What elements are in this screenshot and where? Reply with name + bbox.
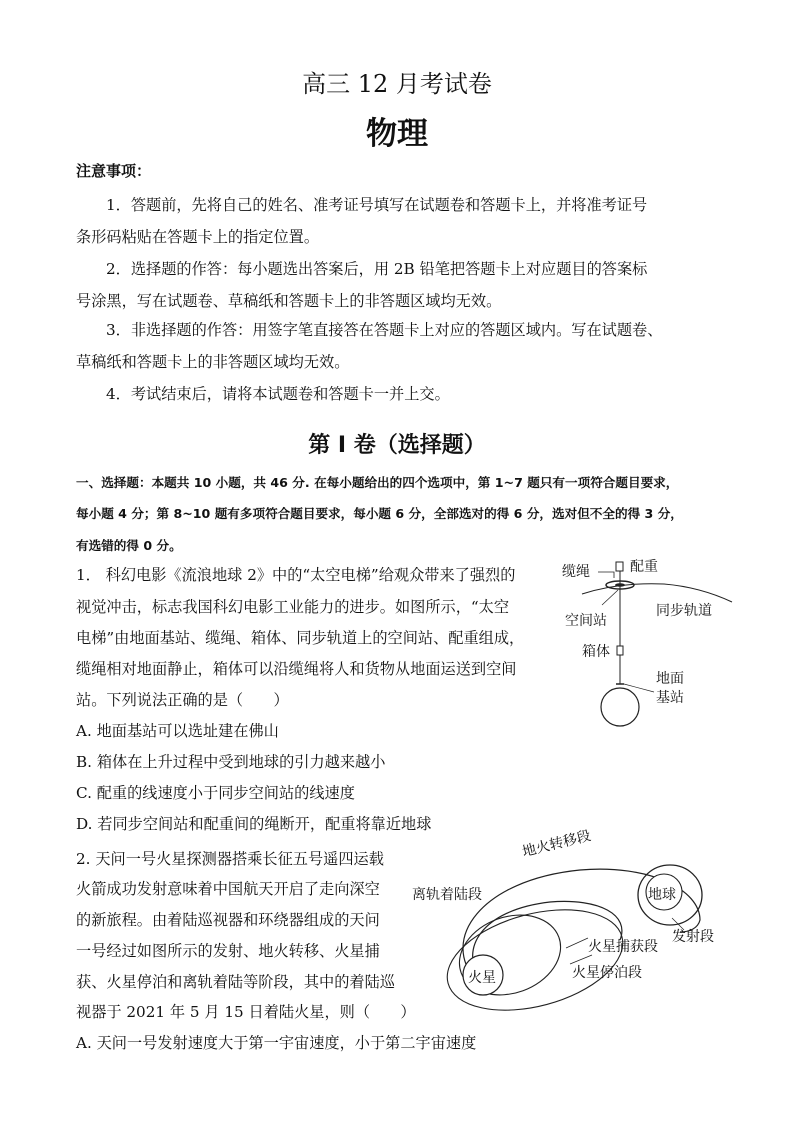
q2-option-a: A. 天问一号发射速度大于第一宇宙速度，小于第二宇宙速度 [76, 1034, 477, 1052]
label-launch: 发射段 [672, 929, 714, 945]
q1-option-d: D. 若同步空间站和配重间的绳断开，配重将靠近地球 [76, 815, 432, 833]
label-base: 地面 [656, 671, 684, 687]
q1-stem-line: 缆绳相对地面静止，箱体可以沿缆绳将人和货物从地面运送到空间 [76, 660, 517, 678]
q2-stem-line: 一号经过如图所示的发射、地火转移、火星捕 [76, 942, 380, 960]
label-box: 箱体 [582, 644, 610, 660]
notice-line: 号涂黑，写在试题卷、草稿纸和答题卡上的非答题区域均无效。 [76, 292, 502, 310]
q1-stem-line: 1． 科幻电影《流浪地球 2》中的“太空电梯”给观众带来了强烈的 [76, 566, 516, 584]
label-deorbit: 离轨着陆段 [412, 887, 482, 903]
q2-stem-line: 的新旅程。由着陆巡视器和环绕器组成的天问 [76, 911, 380, 929]
notice-line: 2．选择题的作答：每小题选出答案后，用 2B 铅笔把答题卡上对应题目的答案标 [106, 260, 648, 278]
q2-stem-line: 获、火星停泊和离轨着陆等阶段，其中的着陆巡 [76, 973, 395, 991]
label-base: 基站 [656, 690, 684, 706]
notice-line: 草稿纸和答题卡上的非答题区域均无效。 [76, 353, 350, 371]
q1-option-a: A. 地面基站可以选址建在佛山 [76, 722, 279, 740]
label-cable: 缆绳 [562, 564, 590, 580]
label-orbit: 同步轨道 [656, 603, 712, 619]
q2-stem-line: 火箭成功发射意味着中国航天开启了走向深空 [76, 880, 380, 898]
notice-line: 1．答题前，先将自己的姓名、准考证号填写在试题卷和答题卡上，并将准考证号 [106, 196, 648, 214]
label-mars: 火星 [468, 970, 496, 986]
label-earth: 地球 [648, 887, 676, 903]
subject-title: 物理 [366, 116, 428, 152]
q2-stem-line: 视器于 2021 年 5 月 15 日着陆火星，则（ ） [76, 1003, 416, 1021]
section-title: 第 I 卷（选择题） [308, 433, 486, 458]
section-instruction: 一、选择题：本题共 10 小题，共 46 分. 在每小题给出的四个选项中，第 1~7 题只有一项符合题目要求， [76, 475, 679, 490]
label-transfer: 地火转移段 [520, 827, 593, 861]
notice-line: 3．非选择题的作答：用签字笔直接答在答题卡上对应的答题区域内。写在试题卷、 [106, 321, 663, 339]
q1-stem-line: 站。下列说法正确的是（ ） [76, 691, 289, 709]
q1-option-c: C. 配重的线速度小于同步空间站的线速度 [76, 784, 355, 802]
exam-title: 高三 12 月考试卷 [302, 70, 492, 98]
q1-stem-line: 电梯”由地面基站、缆绳、箱体、同步轨道上的空间站、配重组成， [76, 629, 525, 647]
section-instruction: 有选错的得 0 分。 [76, 538, 182, 553]
notice-line: 4．考试结束后，请将本试题卷和答题卡一并上交。 [106, 385, 450, 403]
q2-stem-line: 2. 天问一号火星探测器搭乘长征五号遥四运载 [76, 850, 384, 868]
q1-option-b: B. 箱体在上升过程中受到地球的引力越来越小 [76, 753, 386, 771]
notice-line: 条形码粘贴在答题卡上的指定位置。 [76, 228, 319, 246]
q1-stem-line: 视觉冲击，标志我国科幻电影工业能力的进步。如图所示，“太空 [76, 598, 510, 616]
label-parking: 火星停泊段 [572, 965, 642, 981]
notice-heading: 注意事项： [76, 162, 152, 180]
label-station: 空间站 [565, 613, 607, 629]
section-instruction: 每小题 4 分；第 8~10 题有多项符合题目要求，每小题 6 分，全部选对的得 6 分，选对但不全的得 3 分， [76, 506, 683, 521]
label-counterweight: 配重 [630, 559, 658, 575]
label-capture: 火星捕获段 [588, 939, 658, 955]
